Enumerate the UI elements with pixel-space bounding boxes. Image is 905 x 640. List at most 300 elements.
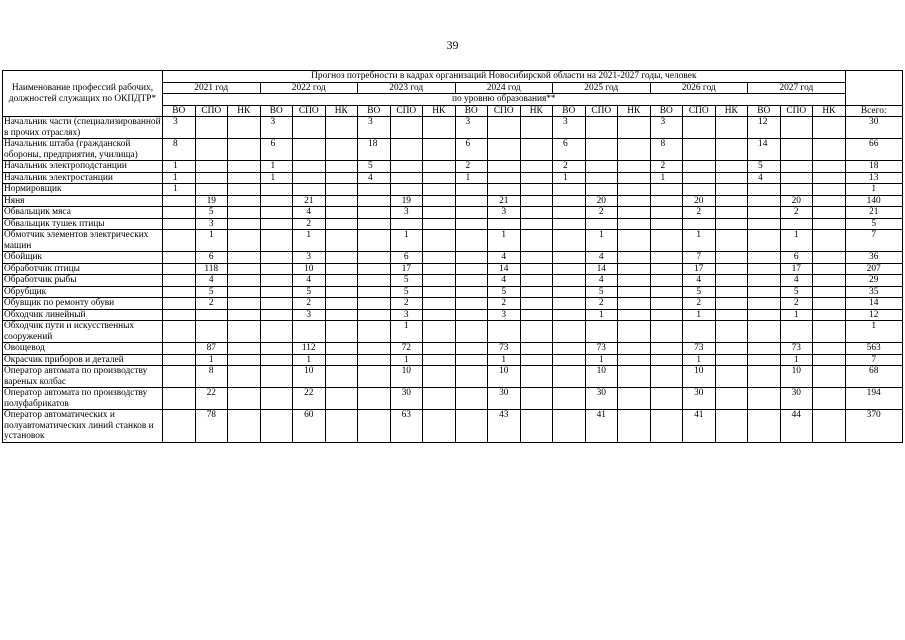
profession-name: Овощевод: [3, 343, 163, 355]
value-cell: [358, 321, 391, 343]
profession-name: Няня: [3, 195, 163, 207]
value-cell: [618, 309, 651, 321]
value-cell: [813, 218, 846, 230]
value-cell: 10: [585, 366, 618, 388]
value-cell: [488, 161, 521, 173]
value-cell: 2: [390, 298, 423, 310]
value-cell: 3: [195, 218, 228, 230]
value-cell: [163, 195, 196, 207]
value-cell: 73: [585, 343, 618, 355]
value-cell: 10: [293, 263, 326, 275]
value-cell: [423, 388, 456, 410]
value-cell: 30: [390, 388, 423, 410]
value-cell: [455, 252, 488, 264]
profession-name: Оператор автомата по производству полуфабрикатов: [3, 388, 163, 410]
value-cell: [553, 207, 586, 219]
total-cell: 21: [845, 207, 902, 219]
value-cell: [325, 321, 358, 343]
year-header: 2025 год: [553, 82, 651, 94]
value-cell: [293, 139, 326, 161]
value-cell: [585, 321, 618, 343]
value-cell: [748, 263, 781, 275]
value-cell: [325, 263, 358, 275]
value-cell: [813, 321, 846, 343]
value-cell: [650, 343, 683, 355]
value-cell: 1: [650, 172, 683, 184]
value-cell: [163, 263, 196, 275]
value-cell: [520, 195, 553, 207]
profession-name: Обвальщик тушек птицы: [3, 218, 163, 230]
value-cell: 20: [683, 195, 716, 207]
value-cell: [813, 252, 846, 264]
value-cell: [748, 298, 781, 310]
value-cell: [748, 184, 781, 196]
value-cell: [683, 184, 716, 196]
value-cell: [618, 354, 651, 366]
value-cell: [618, 410, 651, 443]
value-cell: [553, 263, 586, 275]
value-cell: 17: [780, 263, 813, 275]
value-cell: [553, 286, 586, 298]
value-cell: 2: [585, 207, 618, 219]
value-cell: 1: [390, 321, 423, 343]
level-header: НК: [520, 105, 553, 117]
value-cell: [423, 207, 456, 219]
value-cell: [325, 184, 358, 196]
value-cell: 8: [650, 139, 683, 161]
value-cell: [650, 195, 683, 207]
value-cell: 8: [195, 366, 228, 388]
value-cell: [260, 343, 293, 355]
value-cell: [455, 218, 488, 230]
value-cell: 4: [293, 275, 326, 287]
table-row: [3, 263, 903, 275]
value-cell: 14: [488, 263, 521, 275]
value-cell: 1: [293, 230, 326, 252]
total-cell: 194: [845, 388, 902, 410]
value-cell: [520, 298, 553, 310]
value-cell: 5: [683, 286, 716, 298]
value-cell: 19: [195, 195, 228, 207]
value-cell: [780, 172, 813, 184]
value-cell: [488, 218, 521, 230]
value-cell: [618, 298, 651, 310]
value-cell: [293, 117, 326, 139]
value-cell: [325, 343, 358, 355]
value-cell: [715, 207, 748, 219]
value-cell: [683, 321, 716, 343]
table-row: [3, 286, 903, 298]
value-cell: [228, 172, 261, 184]
value-cell: [325, 230, 358, 252]
value-cell: [195, 161, 228, 173]
table-row: [3, 275, 903, 287]
education-level-header: по уровню образования**: [163, 94, 846, 106]
total-cell: 12: [845, 309, 902, 321]
value-cell: [748, 410, 781, 443]
table-row: [3, 207, 903, 219]
value-cell: [813, 309, 846, 321]
value-cell: [260, 388, 293, 410]
total-cell: 563: [845, 343, 902, 355]
value-cell: [813, 230, 846, 252]
value-cell: [358, 343, 391, 355]
level-header: ВО: [748, 105, 781, 117]
value-cell: [618, 343, 651, 355]
value-cell: 2: [455, 161, 488, 173]
table-row: [3, 321, 903, 343]
value-cell: [260, 252, 293, 264]
value-cell: [683, 139, 716, 161]
level-header: СПО: [780, 105, 813, 117]
value-cell: [813, 207, 846, 219]
value-cell: 2: [293, 218, 326, 230]
value-cell: 17: [683, 263, 716, 275]
value-cell: 4: [748, 172, 781, 184]
profession-name: Оператор автомата по производству вареных колбас: [3, 366, 163, 388]
value-cell: [228, 298, 261, 310]
value-cell: 5: [488, 286, 521, 298]
total-cell: 68: [845, 366, 902, 388]
value-cell: 60: [293, 410, 326, 443]
value-cell: [195, 184, 228, 196]
level-header: СПО: [585, 105, 618, 117]
value-cell: [423, 366, 456, 388]
year-header: 2027 год: [748, 82, 846, 94]
value-cell: [455, 321, 488, 343]
value-cell: [455, 309, 488, 321]
value-cell: [228, 117, 261, 139]
value-cell: 3: [293, 309, 326, 321]
value-cell: 10: [390, 366, 423, 388]
value-cell: 6: [780, 252, 813, 264]
value-cell: [585, 161, 618, 173]
value-cell: [715, 139, 748, 161]
value-cell: 2: [683, 207, 716, 219]
value-cell: [715, 117, 748, 139]
total-cell: 5: [845, 218, 902, 230]
level-header: СПО: [195, 105, 228, 117]
level-header: НК: [715, 105, 748, 117]
value-cell: [228, 343, 261, 355]
profession-name: Начальник электростанции: [3, 172, 163, 184]
value-cell: [780, 161, 813, 173]
value-cell: [715, 321, 748, 343]
value-cell: 5: [195, 286, 228, 298]
value-cell: [163, 207, 196, 219]
value-cell: [455, 230, 488, 252]
level-header: ВО: [553, 105, 586, 117]
value-cell: 21: [293, 195, 326, 207]
value-cell: [390, 117, 423, 139]
value-cell: [455, 410, 488, 443]
value-cell: [650, 388, 683, 410]
value-cell: 4: [683, 275, 716, 287]
total-cell: 35: [845, 286, 902, 298]
value-cell: 22: [293, 388, 326, 410]
value-cell: [618, 252, 651, 264]
total-cell: 1: [845, 184, 902, 196]
value-cell: 1: [780, 354, 813, 366]
value-cell: [715, 286, 748, 298]
value-cell: [618, 275, 651, 287]
workforce-forecast-table: [2, 70, 903, 443]
value-cell: [325, 298, 358, 310]
value-cell: [520, 309, 553, 321]
value-cell: [748, 309, 781, 321]
value-cell: [715, 388, 748, 410]
value-cell: [325, 252, 358, 264]
total-header: Всего:: [845, 105, 902, 117]
level-header: НК: [228, 105, 261, 117]
value-cell: 4: [585, 275, 618, 287]
value-cell: 87: [195, 343, 228, 355]
profession-name: Обработчик рыбы: [3, 275, 163, 287]
value-cell: 1: [585, 309, 618, 321]
total-cell: 140: [845, 195, 902, 207]
value-cell: 3: [390, 207, 423, 219]
value-cell: [228, 161, 261, 173]
value-cell: [715, 161, 748, 173]
value-cell: 112: [293, 343, 326, 355]
value-cell: [455, 354, 488, 366]
value-cell: [260, 321, 293, 343]
value-cell: [650, 207, 683, 219]
value-cell: 1: [163, 161, 196, 173]
value-cell: [260, 230, 293, 252]
value-cell: 5: [390, 275, 423, 287]
value-cell: 1: [683, 230, 716, 252]
value-cell: [325, 366, 358, 388]
value-cell: 3: [260, 117, 293, 139]
value-cell: [748, 252, 781, 264]
value-cell: [488, 139, 521, 161]
table-row: [3, 252, 903, 264]
value-cell: [618, 388, 651, 410]
table-row: [3, 161, 903, 173]
total-header-blank: [845, 71, 902, 106]
value-cell: [813, 388, 846, 410]
value-cell: 1: [163, 172, 196, 184]
value-cell: [618, 230, 651, 252]
value-cell: 1: [585, 230, 618, 252]
value-cell: [650, 309, 683, 321]
value-cell: 2: [488, 298, 521, 310]
value-cell: [715, 218, 748, 230]
value-cell: [423, 184, 456, 196]
value-cell: [780, 139, 813, 161]
year-header: 2021 год: [163, 82, 261, 94]
value-cell: 4: [358, 172, 391, 184]
value-cell: [553, 309, 586, 321]
value-cell: [618, 321, 651, 343]
value-cell: [455, 388, 488, 410]
value-cell: 1: [293, 354, 326, 366]
value-cell: [618, 117, 651, 139]
value-cell: [618, 184, 651, 196]
value-cell: [325, 195, 358, 207]
value-cell: [780, 321, 813, 343]
value-cell: [650, 410, 683, 443]
value-cell: [618, 207, 651, 219]
value-cell: [423, 230, 456, 252]
value-cell: [715, 195, 748, 207]
value-cell: [553, 343, 586, 355]
value-cell: [228, 218, 261, 230]
value-cell: [520, 410, 553, 443]
value-cell: 6: [390, 252, 423, 264]
value-cell: [813, 275, 846, 287]
total-cell: 1: [845, 321, 902, 343]
value-cell: 14: [585, 263, 618, 275]
value-cell: [780, 117, 813, 139]
total-cell: 29: [845, 275, 902, 287]
value-cell: [260, 184, 293, 196]
value-cell: [423, 410, 456, 443]
table-row: [3, 184, 903, 196]
value-cell: [520, 117, 553, 139]
value-cell: 78: [195, 410, 228, 443]
value-cell: [813, 343, 846, 355]
value-cell: [260, 354, 293, 366]
value-cell: [488, 184, 521, 196]
value-cell: [228, 195, 261, 207]
value-cell: [715, 298, 748, 310]
value-cell: 2: [293, 298, 326, 310]
value-cell: [260, 410, 293, 443]
value-cell: [228, 286, 261, 298]
value-cell: [358, 195, 391, 207]
value-cell: [390, 161, 423, 173]
value-cell: [585, 184, 618, 196]
value-cell: 118: [195, 263, 228, 275]
level-header: СПО: [488, 105, 521, 117]
value-cell: [553, 298, 586, 310]
profession-name: Обходчик линейный: [3, 309, 163, 321]
value-cell: [195, 139, 228, 161]
value-cell: [163, 275, 196, 287]
value-cell: 4: [585, 252, 618, 264]
value-cell: [423, 275, 456, 287]
value-cell: [325, 207, 358, 219]
value-cell: [715, 343, 748, 355]
value-cell: [358, 184, 391, 196]
value-cell: [520, 139, 553, 161]
value-cell: [260, 195, 293, 207]
value-cell: 22: [195, 388, 228, 410]
value-cell: [618, 286, 651, 298]
value-cell: [455, 286, 488, 298]
value-cell: 30: [488, 388, 521, 410]
value-cell: [618, 172, 651, 184]
value-cell: 1: [260, 172, 293, 184]
value-cell: [358, 252, 391, 264]
value-cell: [293, 184, 326, 196]
value-cell: [520, 354, 553, 366]
value-cell: [293, 172, 326, 184]
level-header: ВО: [358, 105, 391, 117]
value-cell: [163, 410, 196, 443]
value-cell: [390, 184, 423, 196]
value-cell: [813, 184, 846, 196]
value-cell: [748, 195, 781, 207]
value-cell: 5: [195, 207, 228, 219]
value-cell: [748, 275, 781, 287]
value-cell: 2: [780, 207, 813, 219]
value-cell: [325, 172, 358, 184]
profession-name: Обходчик пути и искусственных сооружений: [3, 321, 163, 343]
value-cell: [553, 354, 586, 366]
value-cell: 5: [748, 161, 781, 173]
table-row: [3, 388, 903, 410]
value-cell: 4: [488, 252, 521, 264]
value-cell: [813, 263, 846, 275]
value-cell: [423, 161, 456, 173]
level-header: НК: [423, 105, 456, 117]
value-cell: [813, 366, 846, 388]
table-row: [3, 172, 903, 184]
value-cell: [553, 388, 586, 410]
value-cell: [423, 309, 456, 321]
value-cell: 3: [488, 207, 521, 219]
value-cell: 63: [390, 410, 423, 443]
value-cell: [358, 218, 391, 230]
value-cell: [228, 354, 261, 366]
total-cell: 18: [845, 161, 902, 173]
value-cell: 1: [488, 354, 521, 366]
value-cell: [423, 286, 456, 298]
forecast-header: Прогноз потребности в кадрах организаций Новосибирской области на 2021-2027 годы, человек: [163, 71, 846, 83]
value-cell: [650, 286, 683, 298]
value-cell: [228, 275, 261, 287]
value-cell: 30: [585, 388, 618, 410]
value-cell: 1: [455, 172, 488, 184]
value-cell: 5: [358, 161, 391, 173]
value-cell: [358, 275, 391, 287]
value-cell: [813, 161, 846, 173]
value-cell: 73: [683, 343, 716, 355]
value-cell: 1: [163, 184, 196, 196]
page-number: 39: [446, 38, 459, 52]
value-cell: [553, 218, 586, 230]
value-cell: [780, 184, 813, 196]
value-cell: [423, 343, 456, 355]
value-cell: [520, 172, 553, 184]
value-cell: [325, 161, 358, 173]
value-cell: 43: [488, 410, 521, 443]
value-cell: 18: [358, 139, 391, 161]
value-cell: [813, 195, 846, 207]
value-cell: [390, 139, 423, 161]
value-cell: [683, 117, 716, 139]
value-cell: 73: [488, 343, 521, 355]
value-cell: [618, 366, 651, 388]
value-cell: 2: [585, 298, 618, 310]
value-cell: [195, 321, 228, 343]
value-cell: 1: [390, 230, 423, 252]
value-cell: 1: [488, 230, 521, 252]
value-cell: [228, 410, 261, 443]
value-cell: 20: [585, 195, 618, 207]
value-cell: [358, 410, 391, 443]
value-cell: [358, 366, 391, 388]
profession-name: Начальник штаба (гражданской обороны, предприятия, училища): [3, 139, 163, 161]
value-cell: [423, 321, 456, 343]
total-cell: 30: [845, 117, 902, 139]
value-cell: 2: [683, 298, 716, 310]
value-cell: [553, 410, 586, 443]
value-cell: [520, 263, 553, 275]
